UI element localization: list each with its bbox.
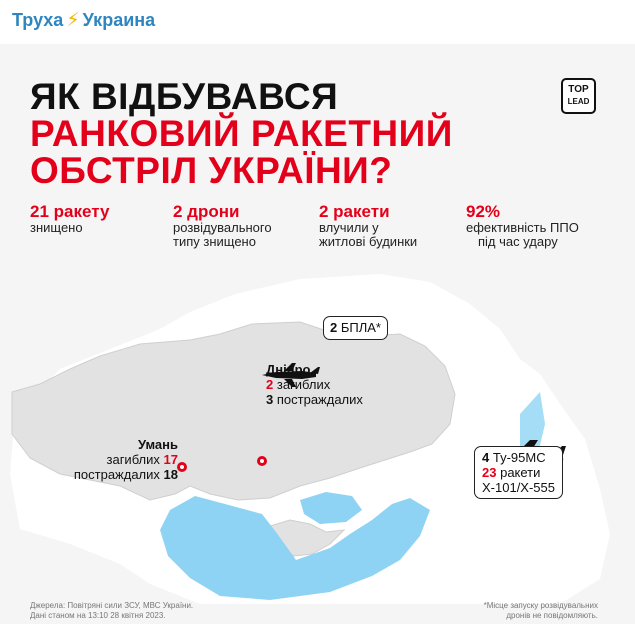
uman-dead-label: загиблих — [106, 452, 160, 467]
channel-header — [0, 0, 635, 44]
footer-sources-line-2: Дані станом на 13:10 28 квітня 2023. — [30, 611, 166, 620]
bpla-callout — [323, 316, 388, 340]
stat-missiles-destroyed — [30, 202, 109, 235]
uman-city-name: Умань — [138, 437, 178, 452]
stat-drones-destroyed — [173, 202, 272, 249]
channel-name-right: Украина — [82, 10, 156, 30]
dnipro-injured-count: 3 — [266, 392, 274, 407]
stat-caption: розвідувального — [173, 220, 272, 235]
stat-value: 2 дрони — [173, 202, 240, 221]
explosion-marker-icon — [257, 456, 267, 466]
dnipro-dead-label: загиблих — [276, 377, 331, 392]
footer-sources-line-1: Джерела: Повітряні сили ЗСУ, МВС України. — [30, 601, 194, 610]
uman-dead-count: 17 — [163, 452, 178, 467]
headline-line-2: РАНКОВИЙ РАКЕТНИЙ — [30, 113, 453, 154]
dnipro-dead-count: 2 — [266, 377, 274, 392]
bomber-missiles-count: 23 — [482, 465, 497, 480]
stat-value: 92% — [466, 202, 501, 221]
stat-value: 21 ракету — [30, 202, 110, 221]
headline-line-1: ЯК ВІДБУВАВСЯ — [30, 76, 339, 117]
channel-name-left: Труха — [12, 10, 64, 30]
stat-value: 2 ракети — [319, 202, 390, 221]
stat-air-defense-efficiency — [466, 202, 579, 249]
toplead-logo — [561, 78, 596, 114]
channel-name-link[interactable] — [12, 9, 155, 32]
bpla-label: БПЛА* — [340, 320, 381, 335]
stat-missiles-hit — [319, 202, 417, 249]
bomber-type: Ту-95МС — [492, 450, 546, 465]
uman-injured-count: 18 — [163, 467, 178, 482]
bomber-missiles-type: Х-101/Х-555 — [482, 480, 555, 495]
footer-note-line-1: *Місце запуску розвідувальних — [483, 601, 598, 610]
infographic-image[interactable] — [0, 44, 635, 624]
stat-caption: типу знищено — [173, 234, 256, 249]
footer-note — [440, 601, 598, 621]
footer-sources — [30, 601, 193, 621]
stat-caption: влучили у — [319, 220, 379, 235]
logo-line-1: TOP — [568, 84, 589, 95]
dnipro-callout — [266, 362, 363, 407]
bomber-count: 4 — [482, 450, 490, 465]
stat-caption: ефективність ППО — [466, 220, 579, 235]
footer-note-line-2: дронів не повідомляють. — [506, 611, 598, 620]
logo-line-2: LEAD — [567, 97, 590, 106]
headline-line-3: ОБСТРІЛ УКРАЇНИ? — [30, 150, 393, 191]
lightning-icon: ⚡ — [66, 10, 80, 31]
stat-caption: під час удару — [478, 234, 558, 249]
headline — [30, 78, 550, 189]
uman-injured-label: постраждалих — [73, 467, 160, 482]
explosion-marker-icon — [177, 462, 187, 472]
dnipro-city-name: Дніпро — [266, 362, 311, 377]
bpla-count: 2 — [330, 320, 338, 335]
bomber-missiles-label: ракети — [500, 465, 541, 480]
dnipro-injured-label: постраждалих — [276, 392, 363, 407]
bomber-callout — [474, 446, 563, 499]
stat-caption: знищено — [30, 220, 83, 235]
stat-caption: житлові будинки — [319, 234, 418, 249]
uman-callout — [55, 437, 178, 482]
